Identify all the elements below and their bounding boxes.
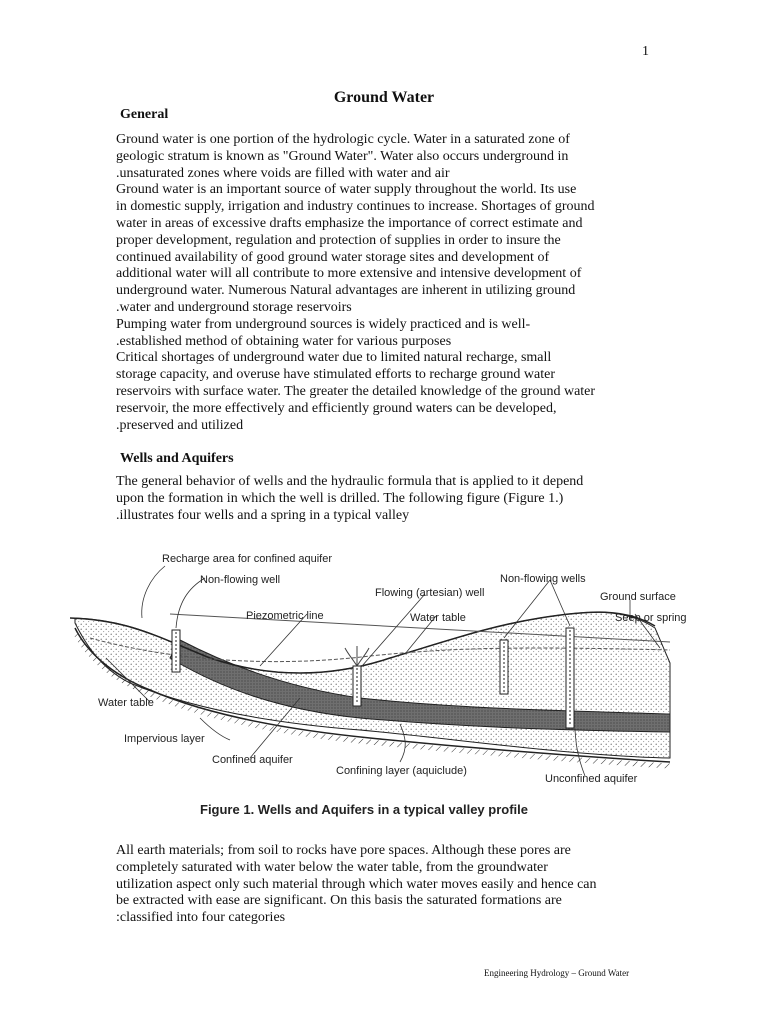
text-line: .water and underground storage reservoirs <box>116 299 352 315</box>
text-line: reservoir, the more effectively and efficiently ground waters can be developed, <box>116 400 557 416</box>
label-seep-spring: Seep or spring <box>615 612 687 624</box>
text-line: utilization aspect only such material through which water moves easily and hence can <box>116 876 597 892</box>
label-impervious-layer: Impervious layer <box>124 733 205 745</box>
general-paragraphs <box>116 132 661 434</box>
section-heading-wells-aquifers: Wells and Aquifers <box>120 451 234 466</box>
after-figure-paragraph <box>116 843 661 927</box>
text-line: .preserved and utilized <box>116 417 244 433</box>
label-water-table-top: Water table <box>410 612 466 624</box>
text-line: continued availability of good ground water storage sites and development of <box>116 249 550 265</box>
text-line: All earth materials; from soil to rocks have pore spaces. Although these pores are <box>116 843 571 858</box>
figure-wells-aquifers <box>70 548 700 823</box>
text-line: The general behavior of wells and the hydraulic formula that is applied to it depend <box>116 474 584 489</box>
label-confined-aquifer: Confined aquifer <box>212 754 293 766</box>
wells-paragraph <box>116 474 661 524</box>
text-line: underground water. Numerous Natural advantages are inherent in utilizing ground <box>116 283 576 299</box>
label-non-flowing-wells: Non-flowing wells <box>500 573 586 585</box>
text-line: completely saturated with water below the water table, from the groundwater <box>116 859 548 875</box>
label-ground-surface: Ground surface <box>600 591 676 603</box>
page-number: 1 <box>642 44 649 59</box>
text-line: in domestic supply, irrigation and industry continues to increase. Shortages of ground <box>116 199 595 215</box>
label-confining-layer: Confining layer (aquiclude) <box>336 765 467 777</box>
text-line: Ground water is one portion of the hydrologic cycle. Water in a saturated zone of <box>116 132 570 147</box>
text-line: Pumping water from underground sources is widely practiced and is well- <box>116 316 531 332</box>
text-line: Ground water is an important source of water supply throughout the world. Its use <box>116 182 577 198</box>
text-line: upon the formation in which the well is drilled. The following figure (Figure 1.) <box>116 490 564 506</box>
text-line: be extracted with ease are significant. On this basis the saturated formations are <box>116 893 562 909</box>
document-title: Ground Water <box>333 89 435 106</box>
text-line: geologic stratum is known as "Ground Water". Water also occurs underground in <box>116 148 569 164</box>
label-flowing-well: Flowing (artesian) well <box>375 587 485 599</box>
label-non-flowing-well: Non-flowing well <box>200 574 281 586</box>
figure-caption: Figure 1. Wells and Aquifers in a typical valley profile <box>200 802 528 817</box>
label-unconfined-aquifer: Unconfined aquifer <box>545 773 638 785</box>
valley-profile-diagram <box>70 548 700 823</box>
text-line: proper development, regulation and protection of supplies in order to insure the <box>116 232 561 248</box>
text-line: water in areas of excessive drafts emphasize the importance of correct estimate and <box>116 215 583 231</box>
text-line: .unsaturated zones where voids are filled with water and air <box>116 165 450 181</box>
label-piezometric-line: Piezometric line <box>246 610 324 622</box>
text-line: Critical shortages of underground water due to limited natural recharge, small <box>116 350 552 366</box>
text-line: additional water will all contribute to more extensive and intensive development of <box>116 266 582 282</box>
text-line: :classified into four categories <box>116 910 286 926</box>
non-flowing-well-left <box>172 630 180 672</box>
label-water-table-left: Water table <box>98 697 154 709</box>
text-line: storage capacity, and overuse have stimulated efforts to recharge ground water <box>116 367 556 383</box>
non-flowing-well-right-a <box>500 640 508 694</box>
page-footer: Engineering Hydrology – Ground Water <box>484 968 630 978</box>
non-flowing-well-right-b <box>566 628 574 728</box>
label-recharge-area: Recharge area for confined aquifer <box>162 553 332 565</box>
section-heading-general: General <box>120 107 169 122</box>
text-line: reservoirs with surface water. The greater the detailed knowledge of the ground water <box>116 383 596 399</box>
text-line: .illustrates four wells and a spring in a typical valley <box>116 507 410 523</box>
text-line: .established method of obtaining water for various purposes <box>116 333 452 349</box>
